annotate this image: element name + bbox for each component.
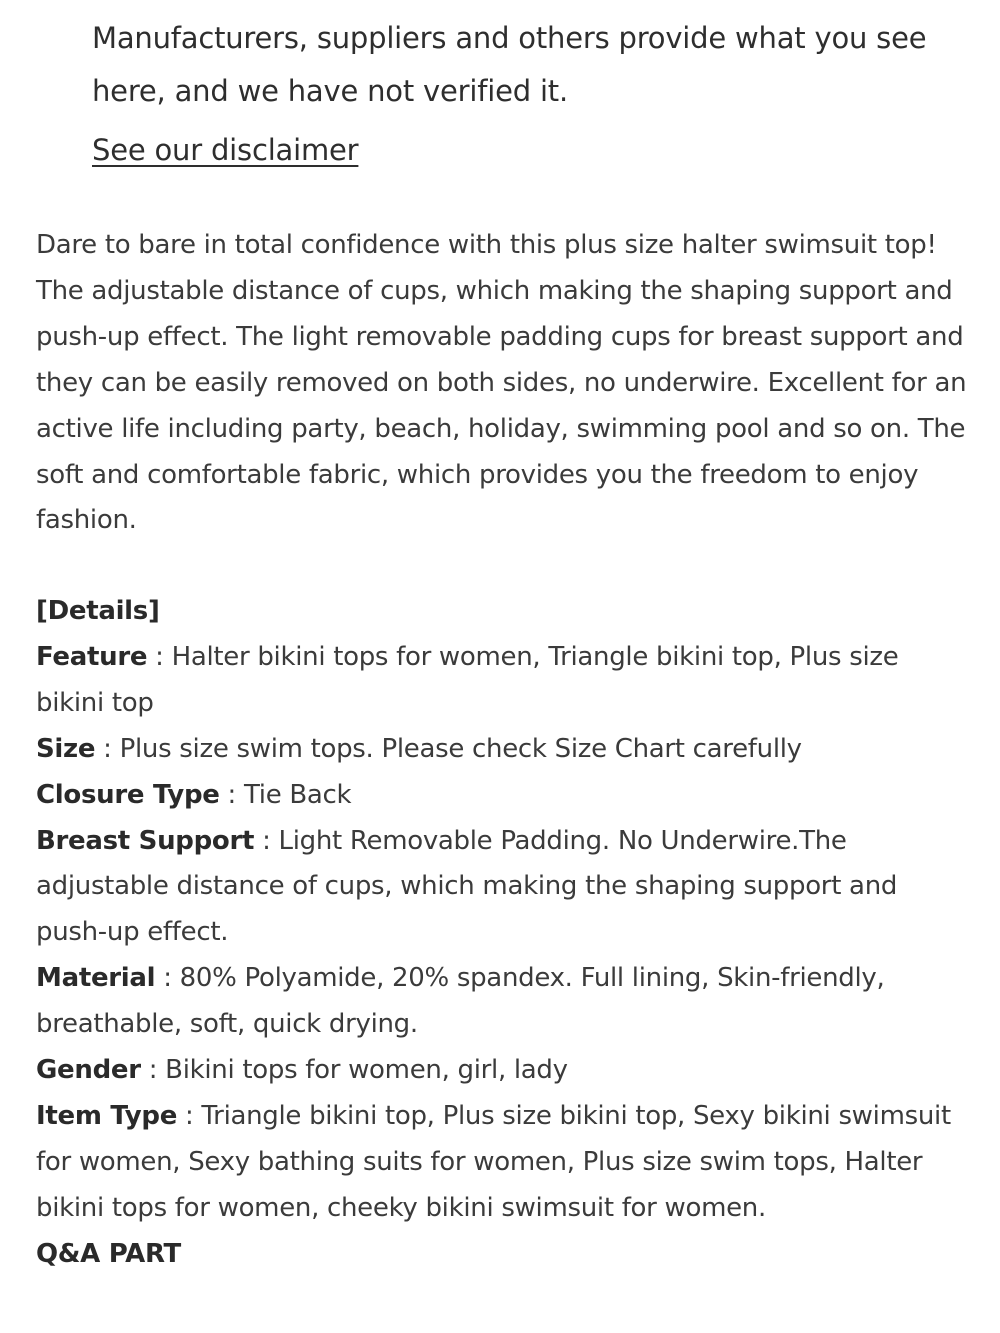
detail-value: Tie Back	[243, 779, 352, 810]
detail-value: 80% Polyamide, 20% spandex. Full lining, Skin-friendly, breathable, soft, quick drying.	[36, 963, 885, 1040]
detail-breast-support	[36, 819, 971, 957]
detail-value: Triangle bikini top, Plus size bikini top, Sexy bikini swimsuit for women, Sexy bathing suits for women, Plus size swim tops, Halter bikini tops for women, cheeky bikini swimsuit for women.	[36, 1100, 951, 1223]
detail-gender	[36, 1048, 971, 1094]
detail-label: Feature	[36, 641, 148, 672]
detail-separator: :	[155, 963, 180, 994]
qa-heading: Q&A PART	[36, 1238, 181, 1269]
detail-closure-type	[36, 773, 971, 819]
detail-label: Closure Type	[36, 779, 220, 810]
detail-label: Breast Support	[36, 825, 255, 856]
see-disclaimer-link[interactable]: See our disclaimer	[92, 133, 359, 167]
detail-item-type	[36, 1094, 971, 1232]
disclaimer-section	[92, 12, 972, 170]
detail-label: Size	[36, 733, 96, 764]
detail-feature	[36, 635, 971, 727]
product-description: Dare to bare in total confidence with this plus size halter swimsuit top! The adjustable distance of cups, which making the shaping support and push-up effect. The light removable padding cups for breast support and they can be easily removed on both sides, no underwire. Excellent for an active life including party, beach, holiday, swimming pool and so on. The soft and comfortable fabric, which provides you the freedom to enjoy fashion.	[36, 230, 967, 536]
detail-separator: :	[140, 1055, 166, 1086]
detail-label: Item Type	[36, 1100, 178, 1131]
detail-separator: :	[254, 825, 279, 856]
detail-value: Plus size swim tops. Please check Size Chart carefully	[119, 733, 802, 764]
detail-value: Light Removable Padding. No Underwire.The adjustable distance of cups, which making the shaping support and push-up effect.	[36, 825, 898, 948]
detail-label: Material	[36, 963, 156, 994]
detail-material	[36, 956, 971, 1048]
detail-size	[36, 727, 971, 773]
detail-separator: :	[147, 641, 172, 672]
disclaimer-text: Manufacturers, suppliers and others provide what you see here, and we have not verified it.	[92, 21, 927, 108]
detail-value: Bikini tops for women, girl, lady	[165, 1055, 568, 1086]
detail-separator: :	[95, 733, 120, 764]
detail-separator: :	[219, 779, 244, 810]
product-details	[36, 589, 971, 1278]
details-heading: [Details]	[36, 596, 160, 626]
detail-separator: :	[177, 1100, 202, 1131]
detail-value: Halter bikini tops for women, Triangle bikini top, Plus size bikini top	[36, 641, 899, 718]
detail-label: Gender	[36, 1055, 141, 1086]
